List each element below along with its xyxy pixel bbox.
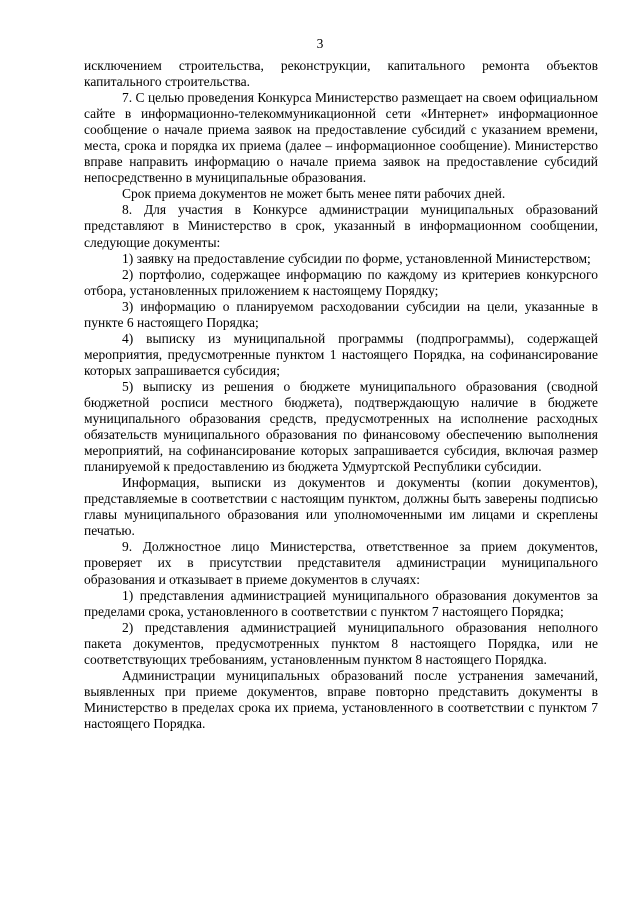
list-item-8-5: 5) выписку из решения о бюджете муниципального образования (сводной бюджетной росписи местного бюджета), подтверждающую наличие в бюджете муниципального образования средств, предусмотренных на исполнение расходных обязательств муниципального образования по финансовому обеспечению выполнения мероприятий, на софинансирование которых запрашивается субсидия, включая размер планируемой к предоставлению из бюджета Удмуртской Республики субсидии. bbox=[84, 378, 598, 475]
list-item-8-4: 4) выписку из муниципальной программы (подпрограммы), содержащей мероприятия, предусмотренные пунктом 1 настоящего Порядка, на софинансирование которых запрашивается субсидия; bbox=[84, 330, 598, 378]
paragraph-resubmission: Администрации муниципальных образований после устранения замечаний, выявленных при приеме документов, вправе повторно представить документы в Министерство в пределах срока их приема, установленного в соответствии с пунктом 7 настоящего Порядка. bbox=[84, 667, 598, 731]
paragraph-deadline: Срок приема документов не может быть менее пяти рабочих дней. bbox=[122, 186, 506, 202]
page-number: 3 bbox=[316, 36, 324, 51]
list-item-9-2: 2) представления администрацией муниципального образования неполного пакета документов, предусмотренных пунктом 8 настоящего Порядка, или не соответствующих требованиям, установленным пунктом 8 настоящего Порядка. bbox=[84, 619, 598, 667]
document-body bbox=[84, 58, 598, 732]
paragraph-clause-7: 7. С целью проведения Конкурса Министерство размещает на своем официальном сайте в информационно-телекоммуникационной сети «Интернет» информационное сообщение о начале приема заявок на предоставление субсидий с указанием времени, места, срока и порядка их приема (далее – информационное сообщение). Министерство вправе направить информацию о начале приема заявок на предоставление субсидий непосредственно в муниципальные образования. bbox=[84, 90, 598, 186]
list-item-9-1: 1) представления администрацией муниципального образования документов за пределами срока, установленного в соответствии с пунктом 7 настоящего Порядка; bbox=[84, 587, 598, 619]
paragraph-continuation: исключением строительства, реконструкции, капитального ремонта объектов капитального строительства. bbox=[84, 58, 598, 90]
list-item-8-1: 1) заявку на предоставление субсидии по форме, установленной Министерством; bbox=[122, 250, 591, 266]
paragraph-clause-9: 9. Должностное лицо Министерства, ответственное за прием документов, проверяет их в присутствии представителя администрации муниципального образования и отказывает в приеме документов в случаях: bbox=[84, 539, 598, 587]
paragraph-certification: Информация, выписки из документов и документы (копии документов), представляемые в соответствии с настоящим пунктом, должны быть заверены подписью главы муниципального образования или уполномоченными им лицами и скреплены печатью. bbox=[84, 475, 598, 539]
list-item-8-3: 3) информацию о планируемом расходовании субсидии на цели, указанные в пункте 6 настоящего Порядка; bbox=[84, 298, 598, 330]
list-item-8-2: 2) портфолио, содержащее информацию по каждому из критериев конкурсного отбора, установленных приложением к настоящему Порядку; bbox=[84, 266, 598, 298]
paragraph-clause-8: 8. Для участия в Конкурсе администрации муниципальных образований представляют в Министерство в срок, указанный в информационном сообщении, следующие документы: bbox=[84, 202, 598, 250]
